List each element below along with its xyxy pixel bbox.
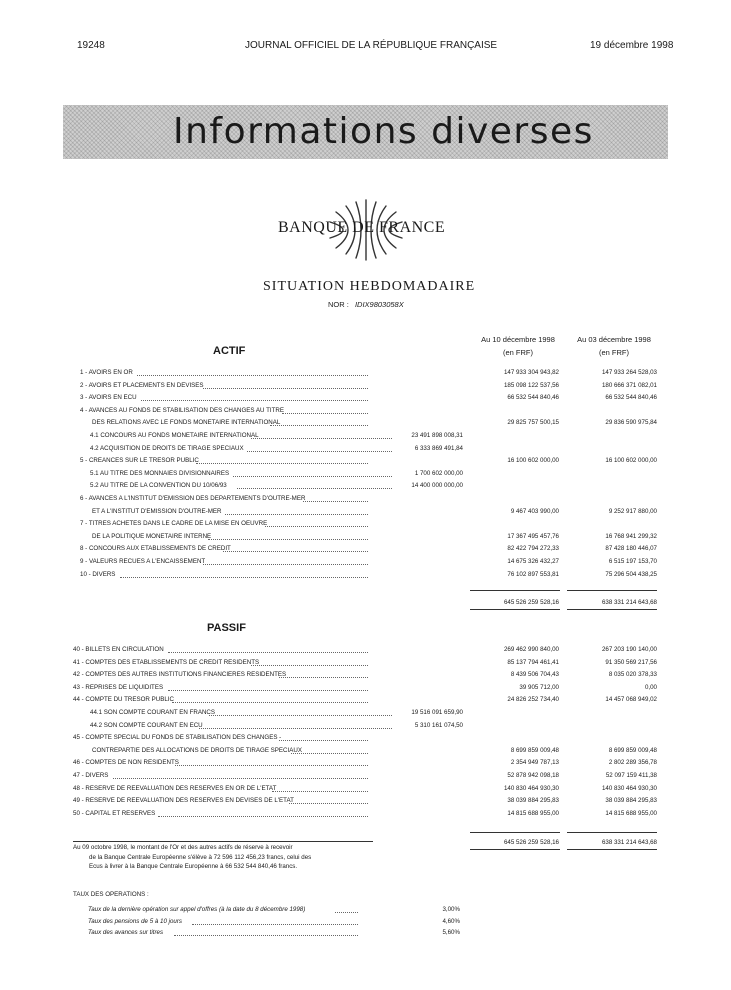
amount-current: 38 039 884 295,83	[507, 797, 559, 805]
table-row	[0, 505, 731, 518]
table-row	[0, 668, 731, 681]
table-row	[0, 744, 731, 757]
amount-previous: 0,00	[644, 683, 657, 691]
sub-amount: 14 400 000 000,00	[411, 482, 463, 490]
document-title: SITUATION HEBDOMADAIRE	[263, 279, 476, 294]
table-row	[0, 391, 731, 404]
dot-leader	[279, 677, 368, 678]
amount-previous: 140 830 464 930,30	[601, 784, 657, 792]
sub-amount: 23 491 898 008,31	[411, 432, 463, 439]
row-label: 4.2 ACQUISITION DE DROITS DE TIRAGE SPECIAUX	[90, 444, 244, 452]
amount-previous: 16 100 602 000,00	[605, 457, 657, 465]
amount-previous: 29 836 590 975,84	[605, 419, 657, 427]
nor-reference	[328, 300, 404, 309]
table-row	[0, 782, 731, 795]
amount-previous: 9 252 917 880,00	[608, 507, 657, 515]
dot-leader	[272, 791, 368, 792]
actif-heading: ACTIF	[213, 345, 246, 357]
table-row	[0, 756, 731, 769]
amount-current: 29 825 757 500,15	[507, 419, 559, 427]
dot-leader	[282, 413, 368, 414]
dot-leader	[303, 501, 368, 502]
column-header-current	[472, 333, 564, 359]
row-label: 44.2 SON COMPTE COURANT EN ECU	[90, 721, 203, 729]
amount-previous: 87 428 180 446,07	[605, 545, 657, 553]
passif-total-rule	[567, 832, 657, 833]
dot-leader	[158, 816, 368, 817]
dot-leader	[335, 912, 358, 913]
taux-label: Taux des pensions de 5 à 10 jours	[88, 917, 183, 925]
amount-current: 9 467 403 990,00	[510, 507, 559, 515]
amount-current: 2 354 949 787,13	[510, 759, 559, 767]
row-label: 4 - AVANCES AU FONDS DE STABILISATION DES CHANGES AU TITRE	[80, 406, 284, 414]
table-row	[0, 719, 731, 732]
amount-current: 147 933 304 943,82	[503, 369, 559, 376]
note-divider	[73, 841, 373, 842]
dot-leader	[168, 652, 368, 653]
total-previous: 638 331 214 643,68	[601, 839, 657, 846]
amount-previous: 267 203 190 140,00	[601, 646, 657, 653]
amount-previous: 8 035 020 378,33	[608, 671, 657, 679]
taux-heading: TAUX DES OPERATIONS :	[73, 891, 149, 898]
table-row	[0, 479, 731, 492]
row-label: 8 - CONCOURS AUX ETABLISSEMENTS DE CREDIT	[80, 545, 231, 553]
note-line: Ecus à livrer à la Banque Centrale Européenne à 66 532 544 840,46 francs.	[89, 863, 298, 870]
table-row	[0, 769, 731, 782]
amount-current: 14 675 326 432,27	[507, 558, 559, 565]
row-label: 2 - AVOIRS ET PLACEMENTS EN DEVISES	[80, 381, 204, 389]
note-line: Au 09 octobre 1998, le montant de l'Or et des autres actifs de réserve à recevoir	[73, 844, 293, 851]
taux-value: 3,00%	[442, 906, 460, 913]
table-row	[0, 404, 731, 417]
row-label: 47 - DIVERS	[73, 772, 109, 779]
actif-total-underline	[567, 609, 657, 610]
table-row	[0, 807, 731, 820]
passif-total-underline	[567, 849, 657, 850]
row-label: 49 - RESERVE DE REEVALUATION DES RESERVES EN DEVISES DE L'ETAT	[73, 797, 294, 805]
dot-leader	[270, 425, 368, 426]
dot-leader	[209, 715, 392, 716]
dot-leader	[251, 665, 368, 666]
dot-leader	[192, 924, 358, 925]
column-header-date: Au 03 décembre 1998	[577, 335, 651, 344]
row-label: DE LA POLITIQUE MONETAIRE INTERNE	[92, 532, 212, 540]
row-label: 5.2 AU TITRE DE LA CONVENTION DU 10/06/93	[90, 482, 227, 490]
table-row	[0, 555, 731, 568]
table-row	[0, 492, 731, 505]
publication-date: 19 décembre 1998	[590, 40, 674, 51]
dot-leader	[172, 702, 368, 703]
row-label: 9 - VALEURS RECUES A L'ENCAISSEMENT	[80, 558, 206, 565]
amount-current: 52 878 942 098,18	[507, 772, 559, 779]
table-row	[0, 794, 731, 807]
row-label: CONTREPARTIE DES ALLOCATIONS DE DROITS DE TIRAGE SPECIAUX	[92, 746, 302, 754]
table-row	[0, 681, 731, 694]
table-row	[0, 467, 731, 480]
amount-current: 24 826 252 734,40	[507, 696, 559, 704]
table-row	[0, 429, 731, 442]
table-row	[0, 542, 731, 555]
dot-leader	[203, 564, 368, 565]
row-label: 5 - CREANCES SUR LE TRESOR PUBLIC	[80, 457, 199, 465]
amount-current: 66 532 544 840,46	[507, 394, 559, 402]
table-row	[0, 656, 731, 669]
row-label: 40 - BILLETS EN CIRCULATION	[73, 646, 164, 653]
dot-leader	[225, 514, 368, 515]
row-label: 5.1 AU TITRE DES MONNAIES DIVISIONNAIRES	[90, 469, 230, 477]
amount-previous: 8 699 859 009,48	[608, 746, 657, 754]
row-label: 44 - COMPTE DU TRESOR PUBLIC	[73, 696, 174, 704]
amount-current: 140 830 464 930,30	[503, 784, 559, 792]
row-label: 1 - AVOIRS EN OR	[80, 369, 133, 376]
row-label: 6 - AVANCES A L'INSTITUT D'EMISSION DES DEPARTEMENTS D'OUTRE-MER	[80, 495, 306, 502]
passif-total-rule	[470, 832, 560, 833]
row-label: DES RELATIONS AVEC LE FONDS MONETAIRE INTERNATIONAL	[92, 419, 281, 427]
passif-heading: PASSIF	[207, 622, 246, 634]
amount-previous: 14 815 688 955,00	[605, 809, 657, 817]
actif-total-row	[0, 596, 731, 609]
sub-amount: 5 310 161 074,50	[414, 721, 463, 729]
taux-row	[88, 904, 460, 916]
logo-text: BANQUE DE FRANCE	[278, 219, 446, 236]
dot-leader	[291, 753, 368, 754]
row-label: 42 - COMPTES DES AUTRES INSTITUTIONS FINANCIERES RESIDENTES	[73, 671, 287, 679]
dot-leader	[208, 539, 368, 540]
column-header-previous	[568, 333, 660, 359]
amount-previous: 91 350 569 217,56	[605, 658, 657, 666]
amount-current: 8 439 506 704,43	[510, 671, 559, 679]
amount-current: 14 815 688 955,00	[507, 809, 559, 817]
row-label: 45 - COMPTE SPECIAL DU FONDS DE STABILISATION DES CHANGES -	[73, 734, 282, 742]
sub-amount: 19 516 091 659,90	[411, 709, 463, 716]
amount-current: 8 699 859 009,48	[510, 746, 559, 754]
amount-current: 17 367 495 457,76	[507, 532, 559, 540]
dot-leader	[113, 778, 368, 779]
dot-leader	[265, 526, 368, 527]
table-row	[0, 643, 731, 656]
dot-leader	[279, 740, 368, 741]
passif-total-underline	[470, 849, 560, 850]
table-row	[0, 366, 731, 379]
dot-leader	[247, 451, 392, 452]
amount-current: 39 905 712,00	[519, 683, 559, 691]
table-row	[0, 442, 731, 455]
table-row	[0, 454, 731, 467]
sub-amount: 6 333 869 491,84	[414, 444, 463, 452]
table-row	[0, 530, 731, 543]
amount-previous: 180 666 371 082,01	[601, 381, 657, 389]
total-previous: 638 331 214 643,68	[601, 599, 657, 606]
amount-previous: 2 802 289 356,78	[608, 759, 657, 767]
amount-current: 82 422 794 272,33	[507, 545, 559, 553]
nor-label: NOR :	[328, 300, 349, 309]
note-line: de la Banque Centrale Européenne s'élève à 72 596 112 456,23 francs, celui des	[89, 853, 312, 861]
nor-value: IDIX9803058X	[354, 300, 404, 309]
actif-total-rule	[470, 590, 560, 591]
row-label: 3 - AVOIRS EN ECU	[80, 394, 137, 402]
column-header-unit: (en FRF)	[503, 348, 533, 357]
dot-leader	[199, 728, 392, 729]
journal-title: JOURNAL OFFICIEL DE LA RÉPUBLIQUE FRANÇAISE	[245, 40, 498, 51]
dot-leader	[175, 765, 368, 766]
actif-total-underline	[470, 609, 560, 610]
row-label: 46 - COMPTES DE NON RESIDENTS	[73, 759, 179, 767]
dot-leader	[203, 388, 368, 389]
dot-leader	[137, 375, 368, 376]
amount-current: 185 098 122 537,56	[503, 381, 559, 389]
table-row	[0, 568, 731, 581]
amount-current: 76 102 897 553,81	[507, 570, 559, 578]
amount-previous: 147 933 264 528,03	[601, 369, 657, 376]
dot-leader	[289, 803, 368, 804]
amount-previous: 16 768 941 299,32	[605, 532, 657, 540]
page-number: 19248	[77, 40, 105, 51]
row-label: 50 - CAPITAL ET RESERVES	[73, 809, 156, 817]
taux-value: 5,60%	[442, 929, 460, 936]
row-label: 43 - REPRISES DE LIQUIDITES	[73, 683, 164, 691]
row-label: ET A L'INSTITUT D'EMISSION D'OUTRE-MER	[92, 507, 222, 515]
dot-leader	[223, 551, 368, 552]
amount-current: 85 137 794 461,41	[507, 658, 559, 666]
table-row	[0, 731, 731, 744]
table-row	[0, 517, 731, 530]
amount-previous: 38 039 884 295,83	[605, 797, 657, 805]
total-current: 645 526 259 528,16	[503, 839, 559, 846]
total-current: 645 526 259 528,16	[503, 599, 559, 606]
dot-leader	[174, 935, 358, 936]
taux-row	[88, 927, 460, 939]
row-label: 41 - COMPTES DES ETABLISSEMENTS DE CREDIT RESIDENTS	[73, 658, 260, 666]
table-row	[0, 693, 731, 706]
row-label: 7 - TITRES ACHETES DANS LE CADRE DE LA MISE EN OEUVRE	[80, 520, 268, 528]
row-label: 44.1 SON COMPTE COURANT EN FRANCS	[90, 709, 216, 716]
section-banner	[63, 105, 668, 159]
actif-total-rule	[567, 590, 657, 591]
amount-previous: 6 515 197 153,70	[608, 558, 657, 565]
dot-leader	[120, 577, 368, 578]
dot-leader	[168, 690, 368, 691]
row-label: 10 - DIVERS	[80, 570, 116, 578]
taux-label: Taux de la dernière opération sur appel d'offres (à la date du 8 décembre 1998)	[88, 906, 306, 913]
sub-amount: 1 700 602 000,00	[414, 469, 463, 477]
taux-value: 4,60%	[442, 917, 460, 925]
amount-previous: 52 097 159 411,38	[605, 772, 657, 779]
dot-leader	[237, 488, 392, 489]
reserve-note	[73, 843, 393, 872]
row-label: 4.1 CONCOURS AU FONDS MONETAIRE INTERNATIONAL	[90, 432, 259, 439]
taux-row	[88, 916, 460, 928]
row-label: 48 - RESERVE DE REEVALUATION DES RESERVES EN OR DE L'ETAT	[73, 784, 277, 792]
amount-previous: 66 532 544 840,46	[605, 394, 657, 402]
amount-previous: 14 457 068 949,02	[605, 696, 657, 704]
dot-leader	[233, 476, 392, 477]
table-row	[0, 416, 731, 429]
amount-current: 269 462 990 840,00	[503, 646, 559, 653]
column-header-unit: (en FRF)	[599, 348, 629, 357]
dot-leader	[141, 400, 368, 401]
table-row	[0, 706, 731, 719]
dot-leader	[196, 463, 368, 464]
amount-previous: 75 296 504 438,25	[605, 570, 657, 578]
taux-label: Taux des avances sur titres	[88, 929, 164, 936]
amount-current: 16 100 602 000,00	[507, 457, 559, 465]
banner-title: Informations diverses	[173, 111, 594, 152]
table-row	[0, 379, 731, 392]
column-header-date: Au 10 décembre 1998	[481, 335, 555, 344]
dot-leader	[251, 438, 392, 439]
